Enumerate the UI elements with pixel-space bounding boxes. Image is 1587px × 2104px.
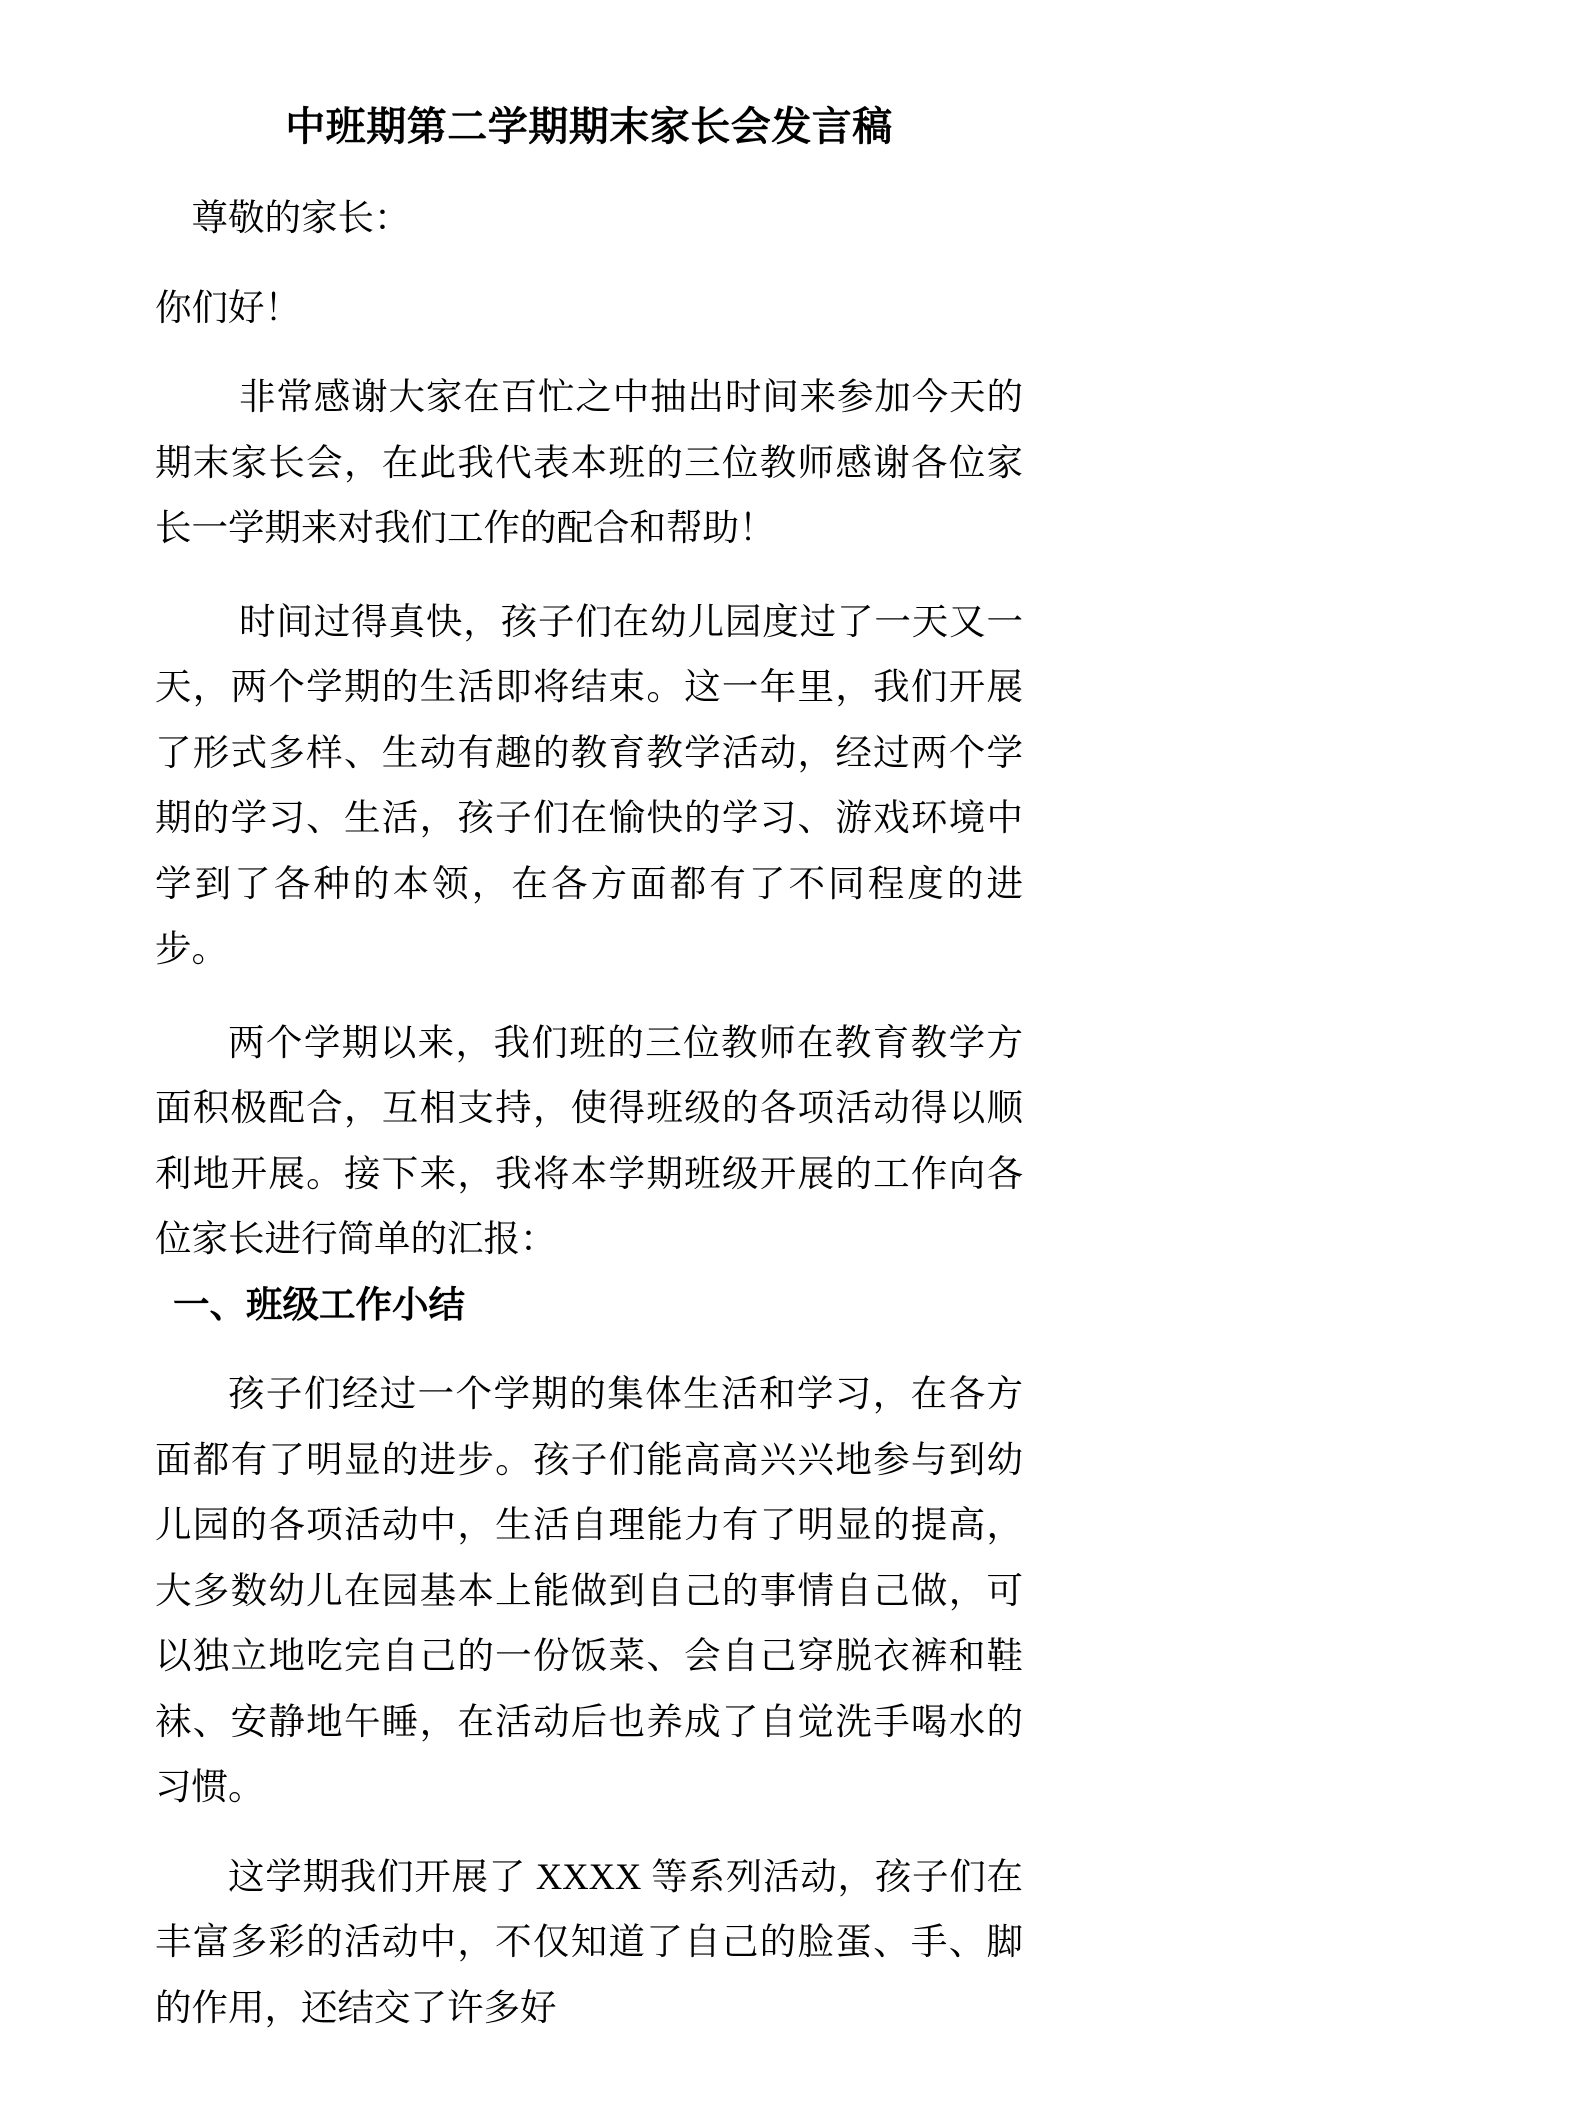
paragraph-semester-activities: 这学期我们开展了 XXXX 等系列活动，孩子们在丰富多彩的活动中，不仅知道了自己的脸蛋、手、脚的作用，还结交了许多好 bbox=[155, 1855, 1023, 2028]
document-body bbox=[155, 0, 1023, 2040]
document-title: 中班期第二学期期末家长会发言稿 bbox=[285, 104, 893, 149]
paragraph-teachers-cooperation: 两个学期以来，我们班的三位教师在教育教学方面积极配合，互相支持，使得班级的各项活动得以顺利地开展。接下来，我将本学期班级开展的工作向各位家长进行简单的汇报： bbox=[155, 1021, 1023, 1259]
paragraph-thanks: 非常感谢大家在百忙之中抽出时间来参加今天的期末家长会，在此我代表本班的三位教师感谢各位家长一学期来对我们工作的配合和帮助！ bbox=[155, 376, 1023, 548]
greeting-line: 你们好！ bbox=[155, 286, 301, 328]
paragraph-time-flies: 时间过得真快，孩子们在幼儿园度过了一天又一天，两个学期的生活即将结束。这一年里，我们开展了形式多样、生动有趣的教育教学活动，经过两个学期的学习、生活，孩子们在愉快的学习、游戏环境中学到了各种的本领，在各方面都有了不同程度的进步。 bbox=[155, 600, 1023, 969]
paragraph-children-progress: 孩子们经过一个学期的集体生活和学习，在各方面都有了明显的进步。孩子们能高高兴兴地参与到幼儿园的各项活动中，生活自理能力有了明显的提高，大多数幼儿在园基本上能做到自己的事情自己做，可以独立地吃完自己的一份饭菜、会自己穿脱衣裤和鞋袜、安静地午睡，在活动后也养成了自觉洗手喝水的习惯。 bbox=[155, 1373, 1023, 1807]
salutation-line: 尊敬的家长： bbox=[191, 197, 411, 238]
section-heading-class-work-summary: 一、班级工作小结 bbox=[173, 1283, 465, 1325]
